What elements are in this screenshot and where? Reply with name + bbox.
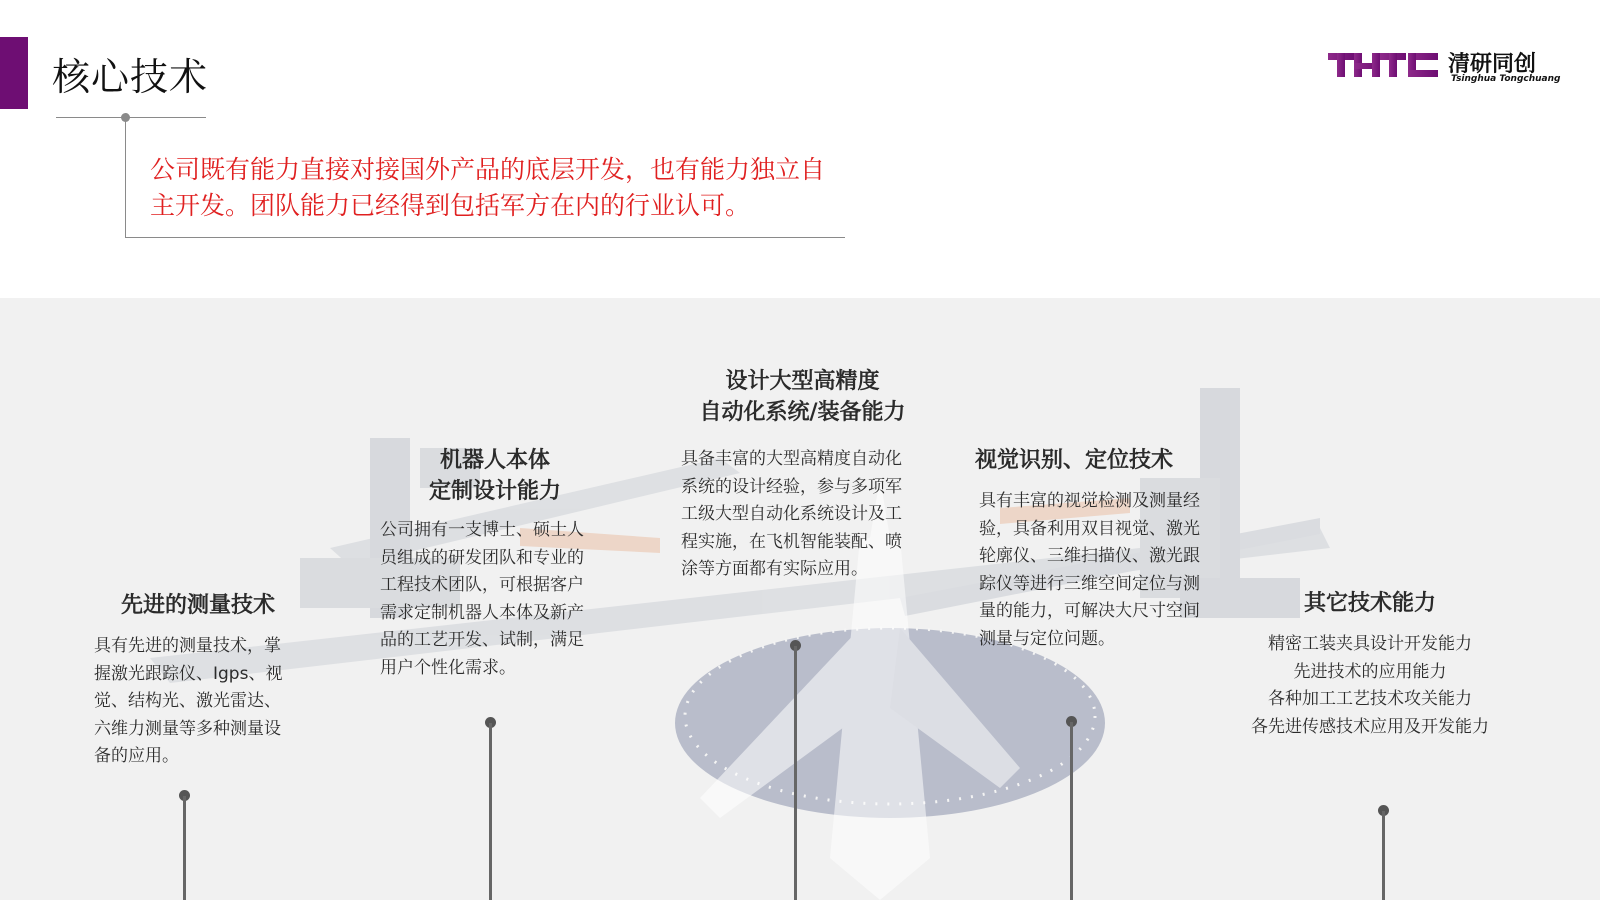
thtc-logo-mark (1328, 50, 1440, 80)
capability-desc: 具有丰富的视觉检测及测量经 验，具备利用双目视觉、激光 轮廓仪、三维扫描仪、激光跟 踪仪等进行三维空间定位与测 量的能力，可解决大尺寸空间 测量与定位问题。 (979, 491, 1200, 649)
callout-text: 公司既有能力直接对接国外产品的底层开发，也有能力独立自 主开发。团队能力已经得到包括军方在内的行业认可。 (150, 155, 826, 220)
capability-desc: 精密工装夹具设计开发能力 先进技术的应用能力 各种加工工艺技术攻关能力 各先进传感技术应用及开发能力 (1251, 634, 1489, 737)
pin-line (1382, 811, 1385, 900)
logo-chinese-name: 清研同创 (1448, 52, 1537, 77)
logo-english-name: Tsinghua Tongchuang (1451, 74, 1561, 84)
capability-other (1230, 588, 1510, 741)
capability-desc: 具备丰富的大型高精度自动化 系统的设计经验，参与多项军 工级大型自动化系统设计及工 程实施，在飞机智能装配、喷 涂等方面都有实际应用。 (681, 449, 902, 579)
pin-line (489, 723, 492, 900)
capability-desc: 具有先进的测量技术，掌 握激光跟踪仪、Igps、视 觉、结构光、激光雷达、 六维力测量等多种测量设 备的应用。 (94, 636, 283, 766)
title-accent-bar (0, 37, 28, 109)
capability-automation-system (675, 366, 935, 584)
company-logo (1328, 50, 1568, 84)
capability-vision-positioning (975, 445, 1225, 653)
capability-title: 设计大型高精度 自动化系统/装备能力 (699, 369, 906, 425)
pin-line (794, 646, 797, 900)
capability-desc: 公司拥有一支博士、硕士人 员组成的研发团队和专业的 工程技术团队，可根据客户 需求定制机器人本体及新产 品的工艺开发、试制，满足 用户个性化需求。 (380, 520, 584, 678)
header-area (0, 0, 1600, 298)
slide-title: 核心技术 (52, 55, 209, 99)
capability-measurement (88, 590, 308, 771)
callout-bracket-horizontal (125, 237, 845, 238)
callout-bracket-vertical (125, 117, 126, 238)
pin-line (183, 796, 186, 900)
title-underline (56, 117, 206, 118)
capability-robot-design (380, 445, 610, 682)
pin-line (1070, 722, 1073, 900)
capability-title: 视觉识别、定位技术 (975, 448, 1174, 473)
capability-title: 机器人本体 定制设计能力 (428, 448, 561, 504)
capability-title: 其它技术能力 (1303, 591, 1436, 616)
capability-title: 先进的测量技术 (120, 593, 275, 618)
